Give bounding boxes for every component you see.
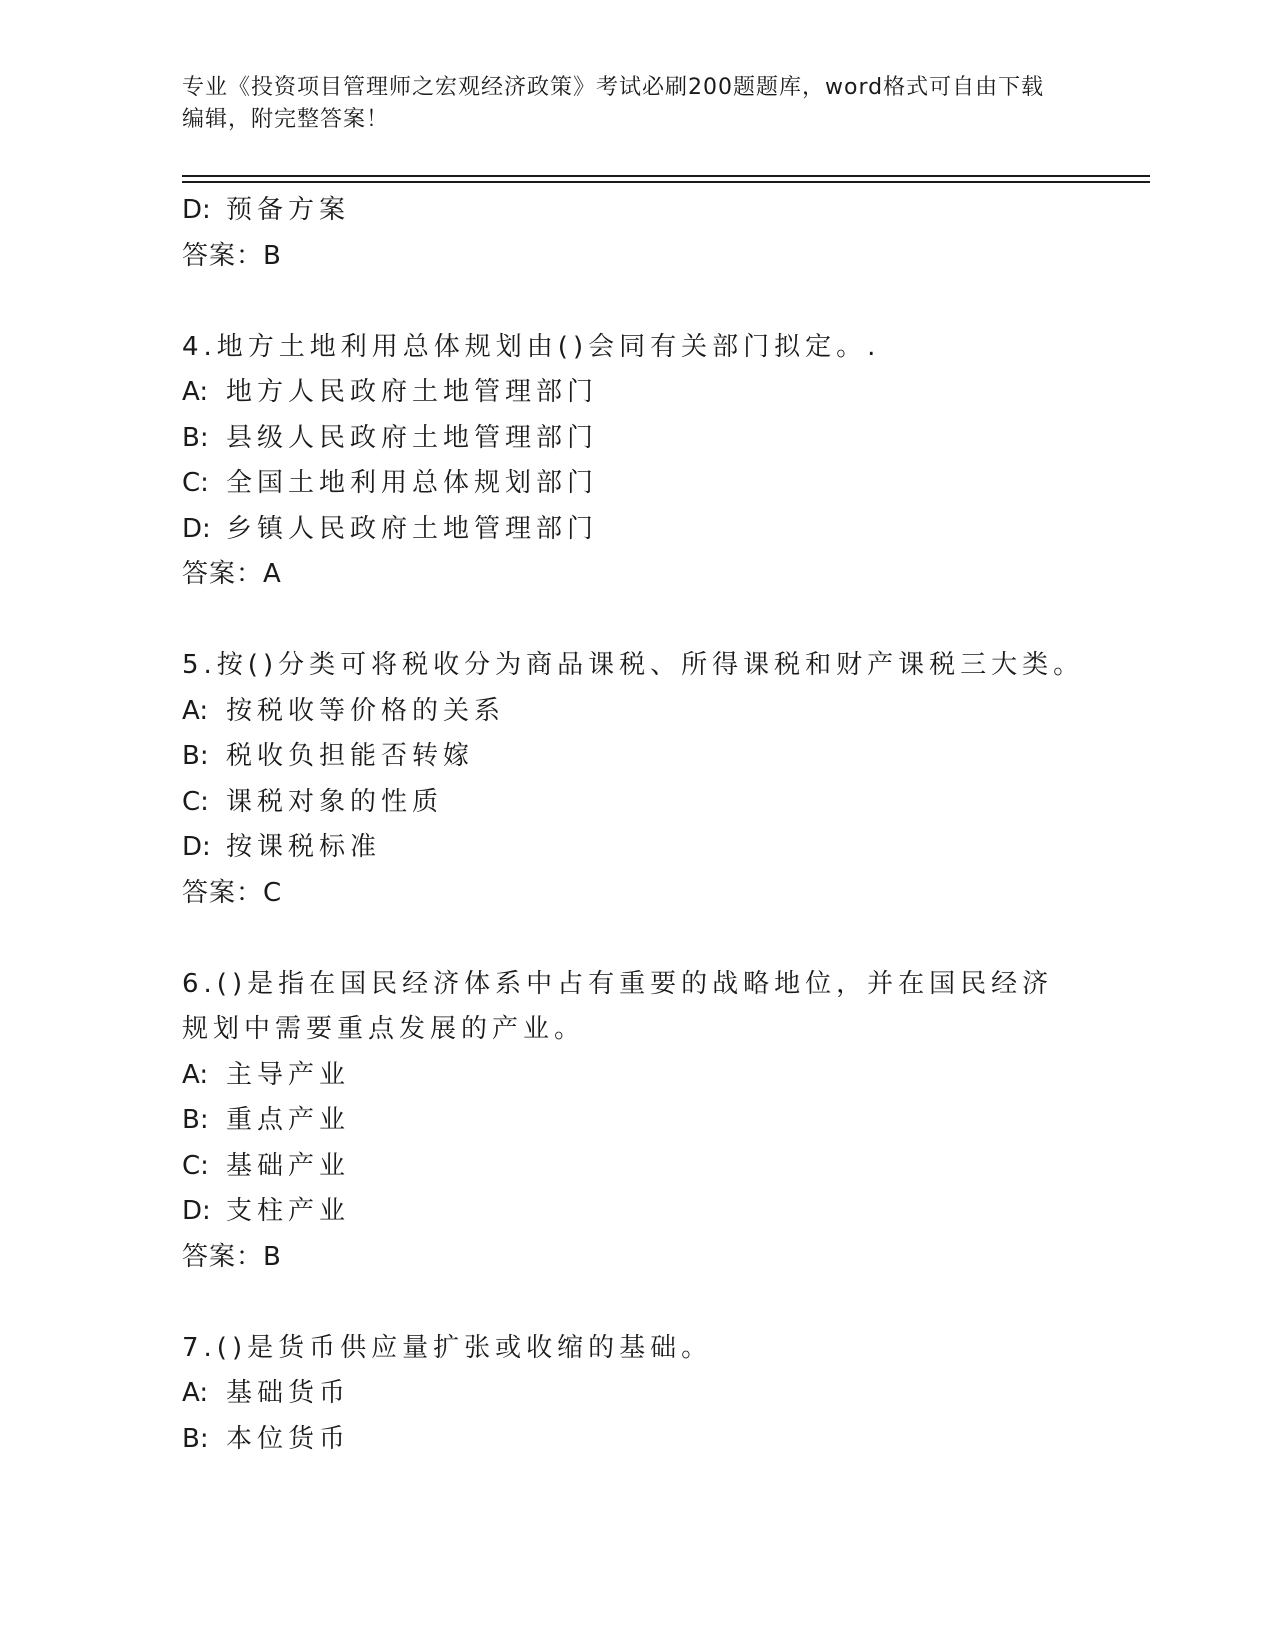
option-line xyxy=(182,689,1082,735)
option-line xyxy=(182,780,1082,826)
question-stem: 6.()是指在国民经济体系中占有重要的战略地位，并在国民经济规划中需要重点发展的产业。 xyxy=(182,968,1054,1044)
option-label: C: xyxy=(182,468,209,498)
option-text: 基础货币 xyxy=(226,1378,351,1408)
question-stem: 5.按()分类可将税收分为商品课税、所得课税和财产课税三大类。 xyxy=(182,650,1085,680)
option-label: A: xyxy=(182,377,209,407)
option-label: D: xyxy=(182,195,211,225)
answer-line: 答案：C xyxy=(182,877,283,908)
question-content xyxy=(182,188,1085,1462)
question-stem: 7.()是货币供应量扩张或收缩的基础。 xyxy=(182,1332,713,1363)
answer-line: 答案：A xyxy=(182,559,282,589)
option-line xyxy=(182,507,1082,553)
option-line xyxy=(182,188,1082,234)
option-label: C: xyxy=(182,1150,209,1181)
option-label: A: xyxy=(182,695,209,726)
spacer xyxy=(182,916,1082,962)
option-label: C: xyxy=(182,786,209,817)
option-line xyxy=(182,825,1082,871)
option-line xyxy=(182,1417,1082,1463)
option-line xyxy=(182,416,1082,462)
option-text: 主导产业 xyxy=(226,1059,351,1090)
option-label: B: xyxy=(182,1423,209,1454)
option-text: 基础产业 xyxy=(226,1150,351,1181)
option-line xyxy=(182,1053,1082,1099)
option-text: 课税对象的性质 xyxy=(226,786,444,817)
answer-line: 答案：B xyxy=(182,1241,282,1272)
option-text: 县级人民政府土地管理部门 xyxy=(226,422,599,453)
option-text: 支柱产业 xyxy=(226,1196,351,1226)
document-header: 专业《投资项目管理师之宏观经济政策》考试必刷200题题库，word格式可自由下载编辑，附完整答案！ xyxy=(182,75,1045,132)
option-text: 乡镇人民政府土地管理部门 xyxy=(226,513,599,544)
option-text: 全国土地利用总体规划部门 xyxy=(226,468,599,498)
option-text: 税收负担能否转嫁 xyxy=(226,741,475,771)
spacer xyxy=(182,1280,1082,1326)
option-label: B: xyxy=(182,741,209,771)
option-text: 重点产业 xyxy=(226,1105,351,1135)
option-line xyxy=(182,461,1082,507)
option-line xyxy=(182,1371,1082,1417)
option-text: 按课税标准 xyxy=(226,832,382,862)
header-divider-bottom xyxy=(182,181,1150,183)
option-text: 本位货币 xyxy=(226,1423,351,1454)
spacer xyxy=(182,279,1082,325)
option-label: D: xyxy=(182,1196,211,1226)
option-line xyxy=(182,1189,1082,1235)
option-line xyxy=(182,1098,1082,1144)
option-label: B: xyxy=(182,422,209,453)
question-stem: 4.地方土地利用总体规划由()会同有关部门拟定。. xyxy=(182,331,881,362)
header-divider-top xyxy=(182,175,1150,177)
option-label: D: xyxy=(182,513,211,544)
spacer xyxy=(182,598,1082,644)
answer-line: 答案：B xyxy=(182,240,282,271)
option-label: A: xyxy=(182,1378,209,1408)
option-label: D: xyxy=(182,832,211,862)
option-text: 预备方案 xyxy=(226,195,351,225)
option-text: 地方人民政府土地管理部门 xyxy=(226,377,599,407)
option-label: B: xyxy=(182,1105,209,1135)
option-line xyxy=(182,1144,1082,1190)
option-label: A: xyxy=(182,1059,209,1090)
option-text: 按税收等价格的关系 xyxy=(226,695,506,726)
option-line xyxy=(182,734,1082,780)
option-line xyxy=(182,370,1082,416)
